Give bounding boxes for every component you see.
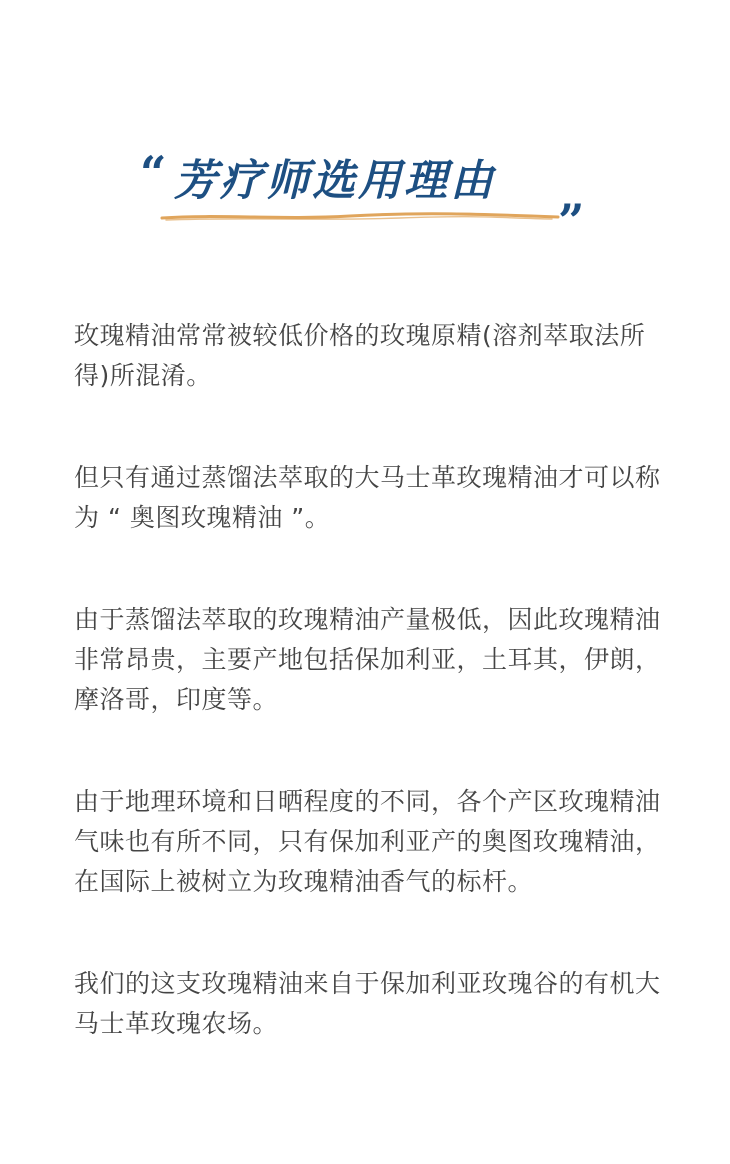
- paragraph-3: 由于蒸馏法萃取的玫瑰精油产量极低，因此玫瑰精油非常昂贵，主要产地包括保加利亚，土耳其，伊朗，摩洛哥，印度等。: [74, 605, 661, 714]
- close-quote-mark: ”: [558, 194, 585, 248]
- paragraph-2: 但只有通过蒸馏法萃取的大马士革玫瑰精油才可以称为 “ 奥图玫瑰精油 ”。: [74, 463, 661, 532]
- title-underline: [160, 210, 560, 224]
- page-title: 芳疗师选用理由: [174, 156, 496, 206]
- open-quote-mark: “: [140, 146, 167, 200]
- section-title: [140, 146, 600, 248]
- article-body: [74, 316, 670, 1106]
- paragraph-1: 玫瑰精油常常被较低价格的玫瑰原精(溶剂萃取法所得)所混淆。: [74, 321, 646, 390]
- paragraph-5: 我们的这支玫瑰精油来自于保加利亚玫瑰谷的有机大马士革玫瑰农场。: [74, 969, 661, 1038]
- paragraph-4: 由于地理环境和日晒程度的不同，各个产区玫瑰精油气味也有所不同，只有保加利亚产的奥图玫瑰精油，在国际上被树立为玫瑰精油香气的标杆。: [74, 787, 661, 896]
